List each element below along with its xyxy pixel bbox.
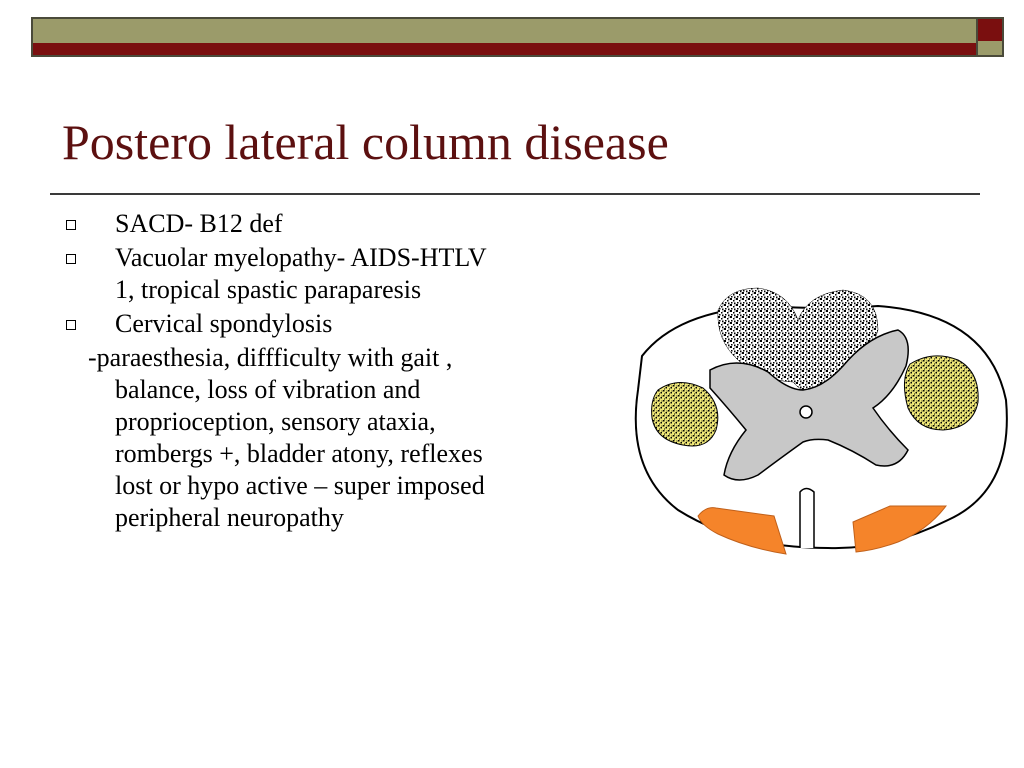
spinal-cord-cross-section-diagram — [628, 280, 1018, 570]
top-decorative-band — [31, 17, 978, 57]
olive-stripe — [33, 19, 976, 43]
anterior-median-fissure — [800, 489, 814, 549]
corner-maroon-block — [978, 17, 1004, 41]
bullet-item — [62, 208, 502, 240]
slide-content — [62, 208, 502, 534]
bullet-item — [62, 242, 502, 306]
bullet-item — [62, 308, 502, 340]
right-lateral-column — [904, 356, 978, 430]
maroon-stripe — [33, 43, 976, 55]
hollow-square-bullet-icon — [66, 320, 76, 330]
symptoms-paragraph: -paraesthesia, diffficulty with gait , balance, loss of vibration and proprioception, sensory ataxia, rombergs +, bladder atony, reflexes lost or hypo active – super imposed peripheral neuropathy — [88, 343, 485, 532]
slide-title: Postero lateral column disease — [62, 114, 669, 170]
hollow-square-bullet-icon — [66, 220, 76, 230]
hollow-square-bullet-icon — [66, 254, 76, 264]
title-underline — [50, 193, 980, 195]
bullet-text: SACD- B12 def — [115, 209, 283, 238]
corner-olive-block — [978, 41, 1004, 57]
bullet-text: Vacuolar myelopathy- AIDS-HTLV 1, tropical spastic paraparesis — [115, 243, 487, 304]
bullet-text: Cervical spondylosis — [115, 309, 333, 338]
central-canal — [800, 406, 812, 418]
